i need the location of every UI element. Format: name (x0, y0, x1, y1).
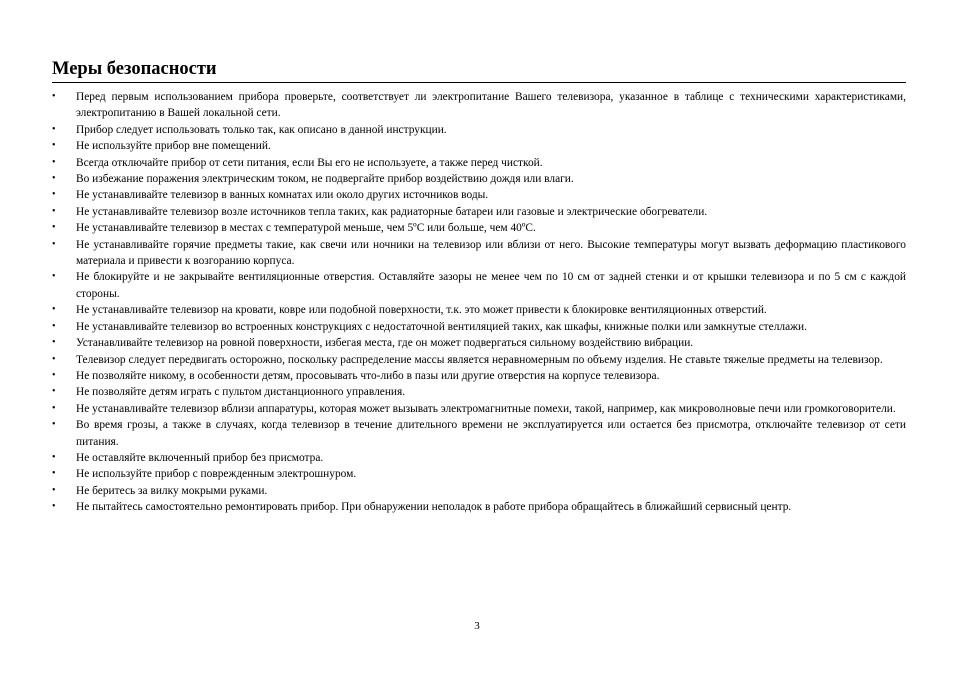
safety-rule-item (52, 89, 906, 122)
safety-rule-item (52, 499, 906, 515)
bullet-icon: • (52, 222, 56, 234)
safety-rule-text: Перед первым использованием прибора проверьте, соответствует ли электропитание Вашего телевизора, указанное в таблице с техническими характеристиками, электропитанию в Вашей локальной сети. (76, 91, 906, 120)
safety-rule-text: Всегда отключайте прибор от сети питания, если Вы его не используете, а также перед чисткой. (76, 156, 543, 169)
bullet-icon: • (52, 238, 56, 250)
safety-rule-text: Не устанавливайте телевизор в местах с температурой меньше, чем 5ºC или больше, чем 40ºC. (76, 222, 536, 235)
safety-rule-text: Не используйте прибор вне помещений. (76, 140, 271, 153)
safety-rule-item (52, 335, 906, 351)
safety-rule-item (52, 401, 906, 417)
safety-rule-item (52, 417, 906, 450)
bullet-icon: • (52, 419, 56, 431)
safety-rule-text: Не позволяйте никому, в особенности детям, просовывать что-либо в пазы или другие отверстия на корпусе телевизора. (76, 369, 660, 382)
bullet-icon: • (52, 173, 56, 185)
safety-rule-text: Устанавливайте телевизор на ровной поверхности, избегая места, где он может подвергаться сильному воздействию вибрации. (76, 337, 694, 350)
safety-rule-item (52, 466, 906, 482)
safety-rules-list (52, 89, 906, 516)
page-number: 3 (474, 620, 480, 632)
bullet-icon: • (52, 320, 56, 332)
safety-rule-item (52, 155, 906, 171)
safety-rule-item (52, 237, 906, 270)
safety-rule-text: Не устанавливайте телевизор на кровати, ковре или подобной поверхности, т.к. это может привести к блокировке вентиляционных отверстий. (76, 304, 767, 317)
page-title: Меры безопасности (52, 58, 906, 83)
safety-rule-item (52, 319, 906, 335)
safety-rule-text: Не оставляйте включенный прибор без присмотра. (76, 451, 324, 464)
bullet-icon: • (52, 386, 56, 398)
safety-rule-text: Во избежание поражения электрическим током, не подвергайте прибор воздействию дождя или влаги. (76, 173, 574, 186)
safety-rule-item (52, 483, 906, 499)
bullet-icon: • (52, 304, 56, 316)
bullet-icon: • (52, 337, 56, 349)
safety-rule-text: Не используйте прибор с поврежденным электрошнуром. (76, 468, 357, 481)
bullet-icon: • (52, 369, 56, 381)
bullet-icon: • (52, 140, 56, 152)
safety-rule-text: Прибор следует использовать только так, как описано в данной инструкции. (76, 123, 447, 136)
safety-rule-text: Не устанавливайте телевизор возле источников тепла таких, как радиаторные батареи или газовые и электрические обогреватели. (76, 205, 708, 218)
safety-rule-item (52, 122, 906, 138)
bullet-icon: • (52, 402, 56, 414)
bullet-icon: • (52, 189, 56, 201)
safety-rule-item (52, 352, 906, 368)
bullet-icon: • (52, 205, 56, 217)
safety-rule-item (52, 384, 906, 400)
document-page (52, 58, 906, 516)
safety-rule-item (52, 368, 906, 384)
bullet-icon: • (52, 451, 56, 463)
safety-rule-item (52, 220, 906, 236)
safety-rule-item (52, 269, 906, 302)
safety-rule-item (52, 138, 906, 154)
bullet-icon: • (52, 468, 56, 480)
safety-rule-text: Не позволяйте детям играть с пультом дистанционного управления. (76, 386, 406, 399)
safety-rule-item (52, 204, 906, 220)
safety-rule-item (52, 171, 906, 187)
bullet-icon: • (52, 353, 56, 365)
safety-rule-text: Не беритесь за вилку мокрыми руками. (76, 484, 268, 497)
safety-rule-text: Не устанавливайте телевизор вблизи аппаратуры, которая может вызывать электромагнитные помехи, такой, например, как микроволновые печи или громкоговорители. (76, 402, 896, 415)
safety-rule-text: Не устанавливайте горячие предметы такие, как свечи или ночники на телевизор или вблизи от него. Высокие температуры могут вызвать деформацию пластикового материала и привести к возгоранию корпуса. (76, 238, 906, 268)
bullet-icon: • (52, 501, 56, 513)
bullet-icon: • (52, 271, 56, 283)
safety-rule-text: Не блокируйте и не закрывайте вентиляционные отверстия. Оставляйте зазоры не менее чем по 10 см от задней стенки и от крышки телевизора и по 5 см с каждой стороны. (76, 271, 906, 300)
safety-rule-text: Во время грозы, а также в случаях, когда телевизор в течение длительного времени не эксплуатируется или остается без присмотра, отключайте телевизор от сети питания. (76, 419, 906, 448)
safety-rule-item (52, 302, 906, 318)
bullet-icon: • (52, 123, 56, 135)
bullet-icon: • (52, 156, 56, 168)
safety-rule-text: Не устанавливайте телевизор в ванных комнатах или около других источников воды. (76, 189, 489, 202)
safety-rule-text: Не пытайтесь самостоятельно ремонтировать прибор. При обнаружении неполадок в работе прибора обращайтесь в ближайший сервисный центр. (76, 501, 792, 514)
bullet-icon: • (52, 91, 56, 102)
safety-rule-text: Не устанавливайте телевизор во встроенных конструкциях с недостаточной вентиляцией таких, как шкафы, книжные полки или замкнутые стеллажи. (76, 320, 807, 333)
safety-rule-item (52, 450, 906, 466)
safety-rule-text: Телевизор следует передвигать осторожно, поскольку распределение массы является неравномерным по объему изделия. Не ставьте тяжелые предметы на телевизор. (76, 353, 883, 366)
bullet-icon: • (52, 484, 56, 496)
safety-rule-item (52, 187, 906, 203)
